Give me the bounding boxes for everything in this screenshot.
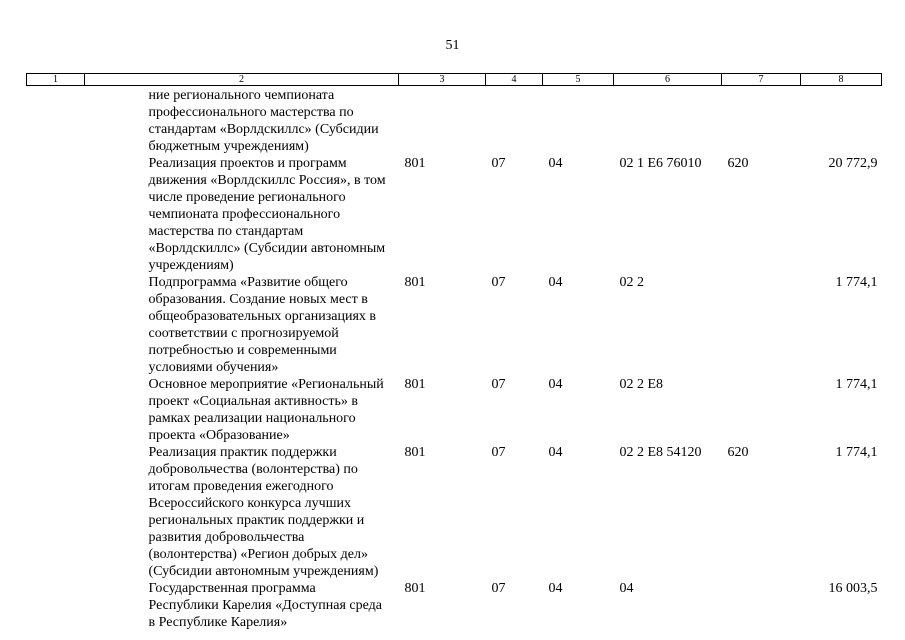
code-cell-4: 07 [491, 275, 506, 290]
code-cell-4: 07 [491, 377, 506, 392]
table-row [27, 86, 882, 156]
table-row [27, 376, 882, 444]
column-header-1: 1 [27, 74, 85, 86]
code-cell-7 [722, 376, 801, 444]
item-name: Подпрограмма «Развитие общего образования. Создание новых мест в общеобразовательных организациях в соответствии с прогнозируемой потребностью и современными условиями обучения» [148, 275, 376, 375]
item-name: Реализация проектов и программ движения «Ворлдскиллс Россия», в том числе проведение регионального чемпионата профессионального мастерства по стандартам «Ворлдскиллс» (Субсидии автономным учреждениям) [148, 156, 386, 273]
code-cell-6: 02 2 Е8 54120 [619, 445, 702, 460]
item-name: Основное мероприятие «Региональный проект «Социальная активность» в рамках реализации национального проекта «Образование» [148, 377, 384, 443]
code-cell-5: 04 [548, 445, 563, 460]
amount-cell: 1 774,1 [835, 445, 878, 460]
row-index-cell [27, 155, 85, 274]
code-cell-4: 07 [491, 445, 506, 460]
item-name: Реализация практик поддержки добровольчества (волонтерства) по итогам проведения ежегодного Всероссийского конкурса лучших региональных практик поддержки и развития добровольчества (волонтерства) «Регион добрых дел» (Субсидии автономным учреждениям) [148, 445, 379, 579]
code-cell-4 [486, 86, 543, 156]
code-cell-6 [614, 86, 722, 156]
column-number-header-row [27, 74, 882, 86]
code-cell-5: 04 [548, 275, 563, 290]
row-index-cell [27, 580, 85, 631]
amount-cell: 16 003,5 [828, 581, 878, 596]
column-header-8: 8 [801, 74, 882, 86]
amount-cell: 1 774,1 [835, 377, 878, 392]
column-header-5: 5 [543, 74, 614, 86]
table-row [27, 580, 882, 631]
row-index-cell [27, 444, 85, 580]
code-cell-6: 04 [619, 581, 634, 596]
row-index-cell [27, 376, 85, 444]
column-header-6: 6 [614, 74, 722, 86]
table-row [27, 155, 882, 274]
code-cell-7: 620 [727, 445, 749, 460]
table-row [27, 274, 882, 376]
row-index-cell [27, 274, 85, 376]
column-header-7: 7 [722, 74, 801, 86]
code-cell-3: 801 [404, 275, 426, 290]
item-name: Государственная программа Республики Карелия «Доступная среда в Республике Карелия» [148, 581, 382, 630]
code-cell-7 [722, 86, 801, 156]
code-cell-5: 04 [548, 581, 563, 596]
code-cell-4: 07 [491, 156, 506, 171]
column-header-4: 4 [486, 74, 543, 86]
code-cell-6: 02 2 [619, 275, 644, 290]
code-cell-3 [399, 86, 486, 156]
code-cell-5: 04 [548, 377, 563, 392]
code-cell-5 [543, 86, 614, 156]
amount-cell [801, 86, 882, 156]
row-index-cell [27, 86, 85, 156]
code-cell-6: 02 2 Е8 [619, 377, 664, 392]
code-cell-3: 801 [404, 377, 426, 392]
budget-table [26, 73, 882, 631]
page-number: 51 [445, 38, 460, 53]
code-cell-7: 620 [727, 156, 749, 171]
amount-cell: 1 774,1 [835, 275, 878, 290]
code-cell-5: 04 [548, 156, 563, 171]
code-cell-3: 801 [404, 156, 426, 171]
amount-cell: 20 772,9 [828, 156, 878, 171]
column-header-3: 3 [399, 74, 486, 86]
column-header-2: 2 [85, 74, 399, 86]
code-cell-4: 07 [491, 581, 506, 596]
code-cell-3: 801 [404, 445, 426, 460]
table-row [27, 444, 882, 580]
code-cell-6: 02 1 Е6 76010 [619, 156, 702, 171]
code-cell-3: 801 [404, 581, 426, 596]
code-cell-7 [722, 580, 801, 631]
item-name: ние регионального чемпионата профессионального мастерства по стандартам «Ворлдскиллс» (Субсидии бюджетным учреждениям) [148, 88, 379, 154]
code-cell-7 [722, 274, 801, 376]
